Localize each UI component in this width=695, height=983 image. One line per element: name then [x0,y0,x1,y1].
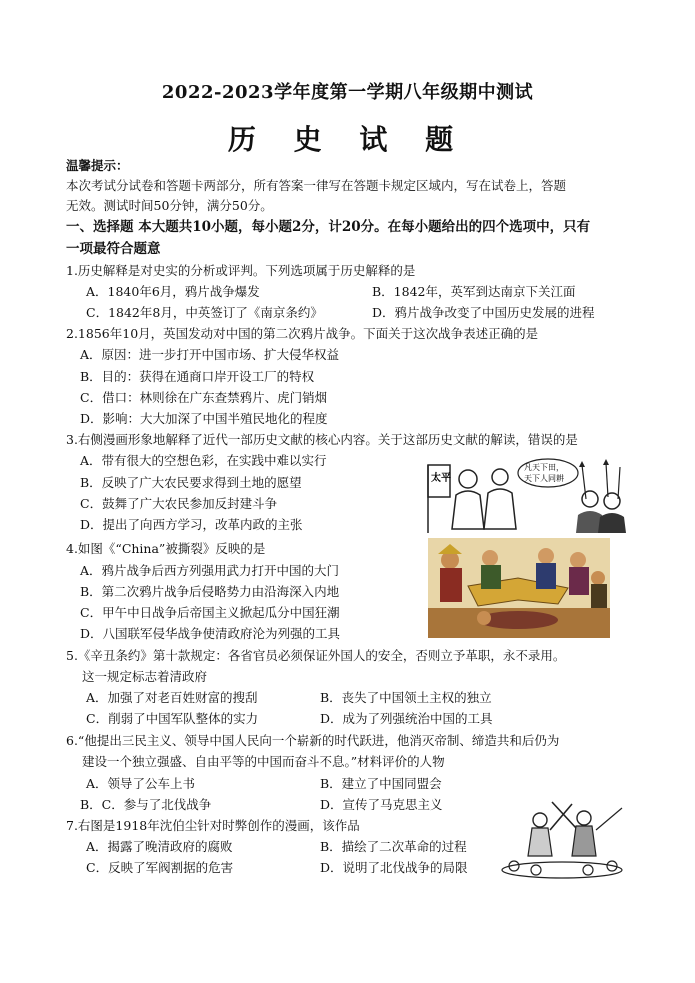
tips-line-2: 无效。测试时间50分钟，满分50分。 [66,198,273,213]
section-heading-1: 一、选择题 本大题共10小题，每小题2分，计20分。在每小题给出的四个选项中，只有 [66,219,591,235]
q4-option-a: A．鸦片战争后西方列强用武力打开中国的大门 [80,563,340,578]
question-6-stem-1: 6.“他提出三民主义、领导中国人民向一个崭新的时代跃进，他消灭帝制、缔造共和后仍为 [66,733,560,748]
q6-option-a: A．领导了公车上书 [86,776,196,791]
q4-option-b: B．第二次鸦片战争后侵略势力由沿海深入内地 [80,584,340,599]
cartoon-banner-text: 太平 [431,473,451,484]
exam-title: 2022-2023学年度第一学期八年级期中测试 [161,82,534,103]
q5-option-b: B．丧失了中国领土主权的独立 [320,690,492,705]
china-torn-cartoon [428,538,610,638]
section-heading-2: 一项最符合题意 [66,241,161,257]
q1-option-d: D．鸦片战争改变了中国历史发展的进程 [372,305,595,320]
tips-line-1: 本次考试分试卷和答题卡两部分，所有答案一律写在答题卡规定区域内，写在试卷上，答题 [66,178,567,193]
question-4-stem: 4.如图《“China”被撕裂》反映的是 [66,541,266,556]
q1-option-b: B．1842年，英军到达南京下关江面 [372,284,576,299]
q5-option-a: A．加强了对老百姓财富的搜刮 [86,690,258,705]
q4-option-c: C．甲午中日战争后帝国主义掀起瓜分中国狂潮 [80,605,340,620]
q7-option-b: B．描绘了二次革命的过程 [320,839,467,854]
q3-option-c: C．鼓舞了广大农民参加反封建斗争 [80,496,278,511]
q6-option-d: D．宣传了马克思主义 [320,797,443,812]
q2-option-b: B．目的：获得在通商口岸开设工厂的特权 [80,369,315,384]
question-5-stem-1: 5.《辛丑条约》第十款规定：各省官员必须保证外国人的安全，否则立予革职，永不录用。 [66,648,566,663]
taiping-cartoon [420,455,630,535]
q2-option-c: C．借口：林则徐在广东查禁鸦片、虎门销烟 [80,390,328,405]
q1-option-a: A．1840年6月，鸦片战争爆发 [86,284,260,299]
question-2-stem: 2.1856年10月，英国发动对中国的第二次鸦片战争。下面关于这次战争表述正确的是 [66,326,539,341]
question-7-stem: 7.右图是1918年沈伯尘针对时弊创作的漫画，该作品 [66,818,360,833]
subject-title: 历 史 试 题 [227,123,468,156]
q5-option-c: C．削弱了中国军队整体的实力 [86,711,259,726]
cartoon-speech-1: 凡天下田， [524,463,564,472]
q7-option-a: A．揭露了晚清政府的腐败 [86,839,233,854]
tips-label: 温馨提示： [66,158,129,173]
q2-option-a: A．原因：进一步打开中国市场、扩大侵华权益 [80,347,340,362]
q7-option-c: C．反映了军阀割据的危害 [86,860,234,875]
question-3-stem: 3.右侧漫画形象地解释了近代一部历史文献的核心内容。关于这部历史文献的解读，错误的是 [66,432,578,447]
q6-option-b: B．建立了中国同盟会 [320,776,442,791]
q2-option-d: D．影响：大大加深了中国半殖民地化的程度 [80,411,328,426]
question-5-stem-2: 这一规定标志着清政府 [82,669,208,684]
q3-option-d: D．提出了向西方学习，改革内政的主张 [80,517,303,532]
cartoon-speech-2: 天下人同耕 [524,474,564,483]
q1-option-c: C．1842年8月，中英签订了《南京条约》 [86,305,323,320]
q3-option-a: A．带有很大的空想色彩，在实践中难以实行 [80,453,327,468]
warlord-cartoon [492,800,632,880]
q4-option-d: D．八国联军侵华战争使清政府沦为列强的工具 [80,626,341,641]
question-6-stem-2: 建设一个独立强盛、自由平等的中国而奋斗不息。”材料评价的人物 [82,754,445,769]
q3-option-b: B．反映了广大农民要求得到土地的愿望 [80,475,302,490]
q5-option-d: D．成为了列强统治中国的工具 [320,711,493,726]
q7-option-d: D．说明了北伐战争的局限 [320,860,468,875]
q6-option-c: B．C．参与了北伐战争 [80,797,212,812]
question-1-stem: 1.历史解释是对史实的分析或评判。下列选项属于历史解释的是 [66,263,416,278]
